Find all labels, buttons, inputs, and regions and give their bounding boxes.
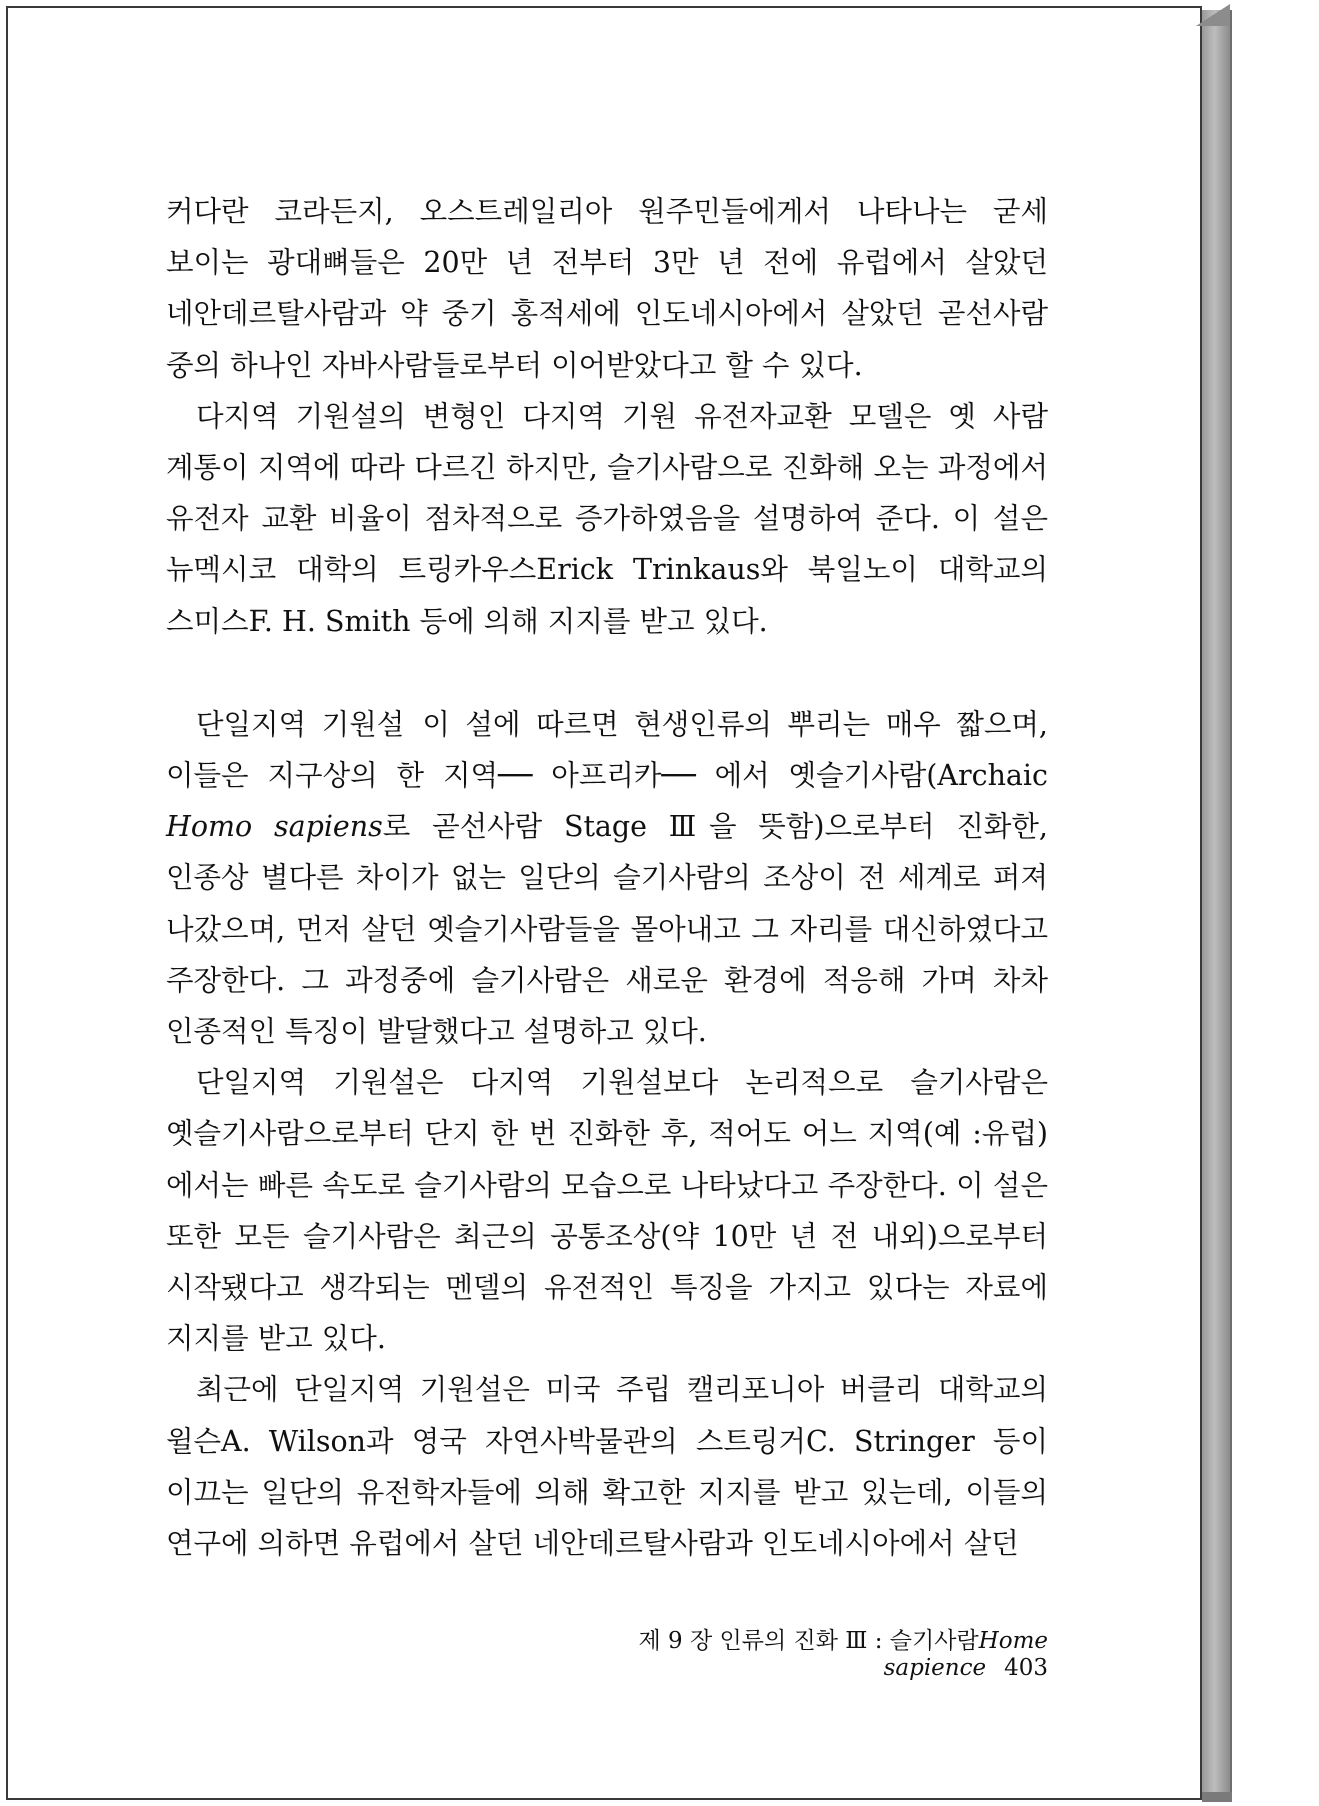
paragraph-3-italic: Homo sapiens [166, 810, 383, 844]
running-footer [468, 1622, 1048, 1681]
paragraph-4: 단일지역 기원설은 다지역 기원설보다 논리적으로 슬기사람은 옛슬기사람으로부터 단지 한 번 진화한 후, 적어도 어느 지역(예 :유럽)에서는 빠른 속도로 슬기사람의 모습으로 나타났다고 주장한다. 이 설은 또한 모든 슬기사람은 최근의 공통조상(약 10만 년 전 내외)으로부터 시작됐다고 생각되는 멘델의 유전적인 특징을 가지고 있다는 자료에 지지를 받고 있다. [166, 1066, 1048, 1356]
footer-chapter-en: Home sapience [883, 1628, 1048, 1681]
page-stack-edge [1202, 10, 1232, 1800]
page-stack-corner [1196, 4, 1230, 26]
paragraph-1: 커다란 코라든지, 오스트레일리아 원주민들에게서 나타나는 굳세 보이는 광대뼈들은 20만 년 전부터 3만 년 전에 유럽에서 살았던 네안데르탈사람과 약 중기 홍적세에 인도네시아에서 살았던 곧선사람 중의 하나인 자바사람들로부터 이어받았다고 할 수 있다. [166, 195, 1048, 382]
paragraph-2: 다지역 기원설의 변형인 다지역 기원 유전자교환 모델은 옛 사람 계통이 지역에 따라 다르긴 하지만, 슬기사람으로 진화해 오는 과정에서 유전자 교환 비율이 점차적으로 증가하였음을 설명하여 준다. 이 설은 뉴멕시코 대학의 트링카우스Erick Trinkaus와 북일노이 대학교의 스미스F. H. Smith 등에 의해 지지를 받고 있다. [166, 399, 1048, 638]
paragraph-3-part-a: 이 설에 따르면 현생인류의 뿌리는 매우 짧으며, 이들은 지구상의 한 지역── 아프리카── 에서 옛슬기사람(Archaic [166, 707, 1048, 793]
footer-chapter: 제 9 장 인류의 진화 Ⅲ : 슬기사람 [638, 1628, 979, 1654]
body-text [166, 186, 1048, 1569]
paragraph-3-part-b: 로 곧선사람 Stage Ⅲ을 뜻함)으로부터 진화한, 인종상 별다른 차이가 없는 일단의 슬기사람의 조상이 전 세계로 퍼져 나갔으며, 먼저 살던 옛슬기사람들을 몰아내고 그 자리를 대신하였다고 주장한다. 그 과정중에 슬기사람은 새로운 환경에 적응해 가며 차차 인종적인 특징이 발달했다고 설명하고 있다. [166, 810, 1048, 1049]
paragraph-5: 최근에 단일지역 기원설은 미국 주립 캘리포니아 버클리 대학교의 윌슨A. Wilson과 영국 자연사박물관의 스트링거C. Stringer 등이 이끄는 일단의 유전학자들에 의해 확고한 지지를 받고 있는데, 이들의 연구에 의하면 유럽에서 살던 네안데르탈사람과 인도네시아에서 살던 [166, 1373, 1048, 1561]
page-number: 403 [1004, 1655, 1048, 1681]
paragraph-3 [166, 699, 1048, 1057]
section-heading: 단일지역 기원설 [196, 707, 405, 741]
book-page [6, 6, 1202, 1800]
page-stack-bottom [1202, 1792, 1232, 1802]
